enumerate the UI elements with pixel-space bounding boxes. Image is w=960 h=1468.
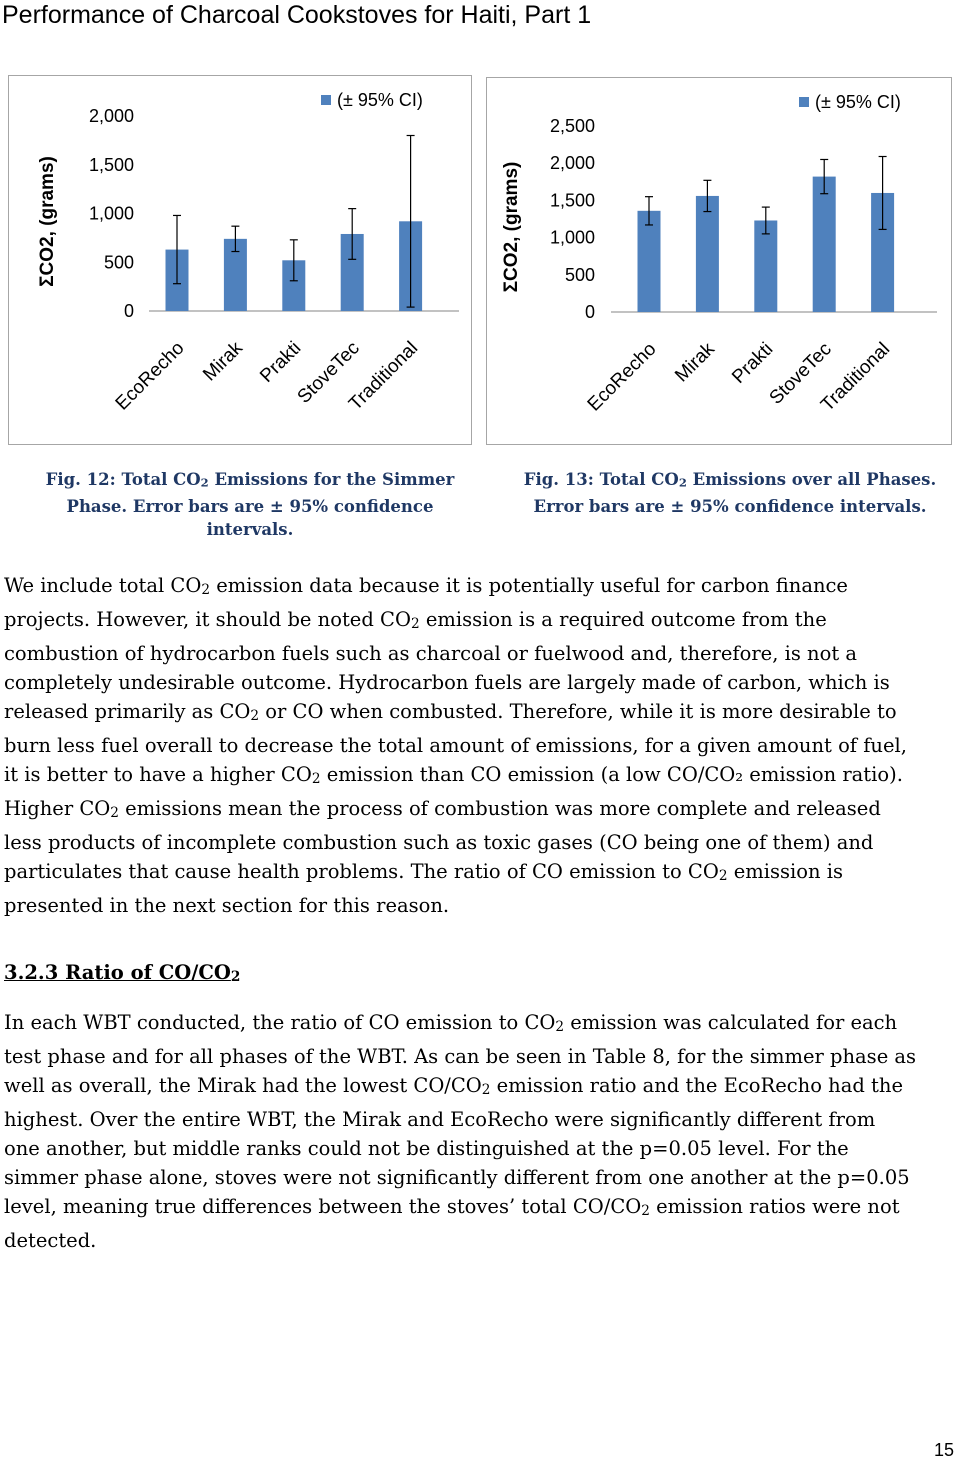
paragraph-line: one another, but middle ranks could not be distinguished at the p=0.05 level. For the [4, 1137, 849, 1161]
caption-fig13 [500, 468, 960, 518]
paragraph-line: completely undesirable outcome. Hydrocarbon fuels are largely made of carbon, which is [4, 671, 890, 695]
x-tick-label: Mirak [199, 337, 247, 386]
y-axis-title: ΣCO2, (grams) [501, 161, 522, 293]
x-tick-label: Traditional [817, 338, 895, 416]
bar-ecorecho [638, 211, 661, 312]
body-paragraph-co2 [4, 571, 960, 920]
chart-fig13 [486, 77, 952, 445]
paragraph-line: less products of incomplete combustion such as toxic gases (CO being one of them) and [4, 831, 874, 855]
paragraph-line: combustion of hydrocarbon fuels such as charcoal or fuelwood and, therefore, is not a [4, 642, 858, 666]
paragraph-line: We include total $CO_2$ emission data because it is potentially useful for carbon finance [4, 574, 848, 599]
x-tick-label: EcoRecho [111, 337, 189, 415]
x-tick-label: Mirak [671, 338, 719, 387]
caption-fig12-line2: Phase. Error bars are ± 95% confidence [66, 496, 434, 516]
paragraph-line: well as overall, the Mirak had the lowest $CO/CO_2$ emission ratio and the EcoRecho had the [4, 1074, 903, 1099]
y-tick-label: 2,000 [88, 106, 134, 126]
y-tick-label: 1,000 [88, 203, 134, 224]
paragraph-line: particulates that cause health problems. The ratio of CO emission to $CO_2$ emission is [4, 860, 843, 885]
caption-fig12 [40, 468, 460, 541]
y-tick-label: 500 [564, 264, 595, 285]
legend-label: (± 95% CI) [337, 90, 423, 110]
caption-fig13-line1: Fig. 13: Total $CO_2$ Emissions over all Phases. [523, 470, 937, 490]
x-tick-label: Traditional [345, 337, 423, 415]
y-tick-label: 2,000 [549, 153, 595, 174]
paragraph-line: burn less fuel overall to decrease the total amount of emissions, for a given amount of fuel, [4, 734, 907, 758]
chart-fig13-svg [487, 78, 951, 444]
chart-fig12-svg [9, 76, 471, 444]
x-tick-label: Prakti [256, 337, 306, 387]
legend-swatch [799, 97, 809, 107]
bar-stovetec [813, 177, 836, 312]
paragraph-line: level, meaning true differences between the stoves’ total $CO/CO_2$ emission ratios were not [4, 1195, 900, 1220]
caption-fig12-line1: Fig. 12: Total $CO_2$ Emissions for the Simmer [45, 470, 455, 490]
paragraph-line: it is better to have a higher $CO_2$ emission than CO emission (a low CO/CO₂ emission ratio). [4, 763, 903, 788]
legend-swatch [321, 95, 331, 105]
y-tick-label: 2,500 [549, 116, 595, 136]
x-tick-label: Prakti [728, 338, 778, 388]
y-tick-label: 0 [123, 301, 134, 321]
paragraph-line: Higher $CO_2$ emissions mean the process of combustion was more complete and released [4, 797, 881, 822]
page-number: 15 [933, 1440, 954, 1460]
y-tick-label: 1,500 [88, 154, 134, 175]
paragraph-line: presented in the next section for this reason. [4, 894, 450, 918]
y-tick-label: 0 [584, 302, 595, 322]
y-tick-label: 500 [103, 252, 134, 273]
bar-mirak [696, 196, 719, 312]
paragraph-line: detected. [4, 1229, 97, 1253]
paragraph-line: highest. Over the entire WBT, the Mirak and EcoRecho were significantly different from [4, 1108, 876, 1132]
y-tick-label: 1,500 [549, 190, 595, 211]
x-tick-label: StoveTec [765, 338, 836, 409]
x-tick-label: EcoRecho [583, 338, 661, 416]
page-title: Performance of Charcoal Cookstoves for Haiti, Part 1 [2, 1, 592, 29]
paragraph-line: projects. However, it should be noted $CO_2$ emission is a required outcome from the [4, 608, 827, 633]
paragraph-line: In each WBT conducted, the ratio of CO emission to $CO_2$ emission was calculated for each [4, 1011, 898, 1036]
section-heading: 3.2.3 Ratio of $CO/CO_2$ [4, 961, 241, 986]
paragraph-line: released primarily as $CO_2$ or CO when combusted. Therefore, while it is more desirable to [4, 700, 897, 725]
body-paragraph-ratio [4, 1008, 960, 1255]
legend-label: (± 95% CI) [815, 92, 901, 112]
caption-fig13-line2: Error bars are ± 95% confidence intervals. [533, 496, 927, 516]
chart-fig12 [8, 75, 472, 445]
paragraph-line: simmer phase alone, stoves were not significantly different from one another at the p=0.05 [4, 1166, 910, 1190]
y-axis-title: ΣCO2, (grams) [37, 156, 58, 287]
paragraph-line: test phase and for all phases of the WBT. As can be seen in Table 8, for the simmer phase as [4, 1045, 917, 1069]
y-tick-label: 1,000 [549, 227, 595, 248]
x-tick-label: StoveTec [293, 337, 364, 408]
caption-fig12-line3: intervals. [206, 519, 294, 539]
